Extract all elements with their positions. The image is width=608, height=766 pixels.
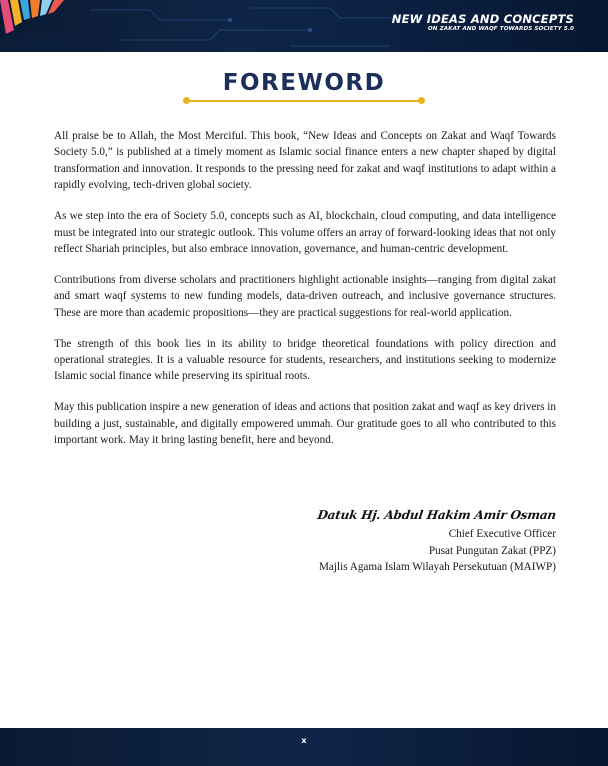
paragraph: May this publication inspire a new generation of ideas and actions that position zakat and waqf as key drivers in building a just, sustainable, and digitally empowered ummah. Our gratitude goes to all who contributed to this important work. May it bring lasting benefit, here and beyond. bbox=[54, 401, 556, 447]
series-title: NEW IDEAS AND CONCEPTS bbox=[391, 12, 574, 26]
signatory-details bbox=[250, 526, 556, 576]
paragraph: All praise be to Allah, the Most Merciful. This book, “New Ideas and Concepts on Zakat and Waqf Towards Society 5.0,” is published at a timely moment as Islamic social finance enters a new chapter shaped by digital transformation and innovation. It responds to the pressing need for zakat and waqf institutions to adapt within a rapidly evolving, tech-driven global society. bbox=[54, 130, 556, 192]
paragraph: Contributions from diverse scholars and practitioners highlight actionable insights—ranging from digital zakat and smart waqf systems to new funding models, data-driven outreach, and inclusive governance structures. These are more than academic propositions—they are practical suggestions for real-world application. bbox=[54, 273, 556, 319]
footer-band bbox=[0, 728, 608, 766]
signatory-council: Majlis Agama Islam Wilayah Persekutuan (MAIWP) bbox=[318, 561, 556, 573]
paragraph: As we step into the era of Society 5.0, concepts such as AI, blockchain, cloud computing, and data intelligence must be integrated into our strategic outlook. This volume offers an array of forward-looking ideas that not only reflect Shariah principles, but also embrace innovation, governance, and human-centric development. bbox=[54, 210, 556, 255]
signatory-organization: Pusat Pungutan Zakat (PPZ) bbox=[428, 544, 556, 557]
page-number: x bbox=[301, 736, 307, 745]
heading-rule-right-dot bbox=[418, 97, 425, 104]
paragraph: The strength of this book lies in its ability to bridge theoretical foundations with policy direction and operational strategies. It is a valuable resource for students, researchers, and institutions seeking to modernize Islamic social finance while preserving its spiritual roots. bbox=[54, 337, 556, 383]
series-subtitle: ON ZAKAT AND WAQF TOWARDS SOCIETY 5.0 bbox=[427, 26, 574, 32]
signatory-title: Chief Executive Officer bbox=[448, 528, 556, 540]
raised-hands-illustration bbox=[0, 0, 70, 52]
header-band bbox=[0, 0, 608, 52]
page-title: FOREWORD bbox=[222, 70, 386, 96]
heading-underline bbox=[186, 100, 422, 102]
circuit-pattern bbox=[90, 0, 430, 52]
foreword-body bbox=[54, 128, 556, 463]
handwritten-signature: Datuk Hj. Abdul Hakim Amir Osman bbox=[316, 508, 557, 522]
